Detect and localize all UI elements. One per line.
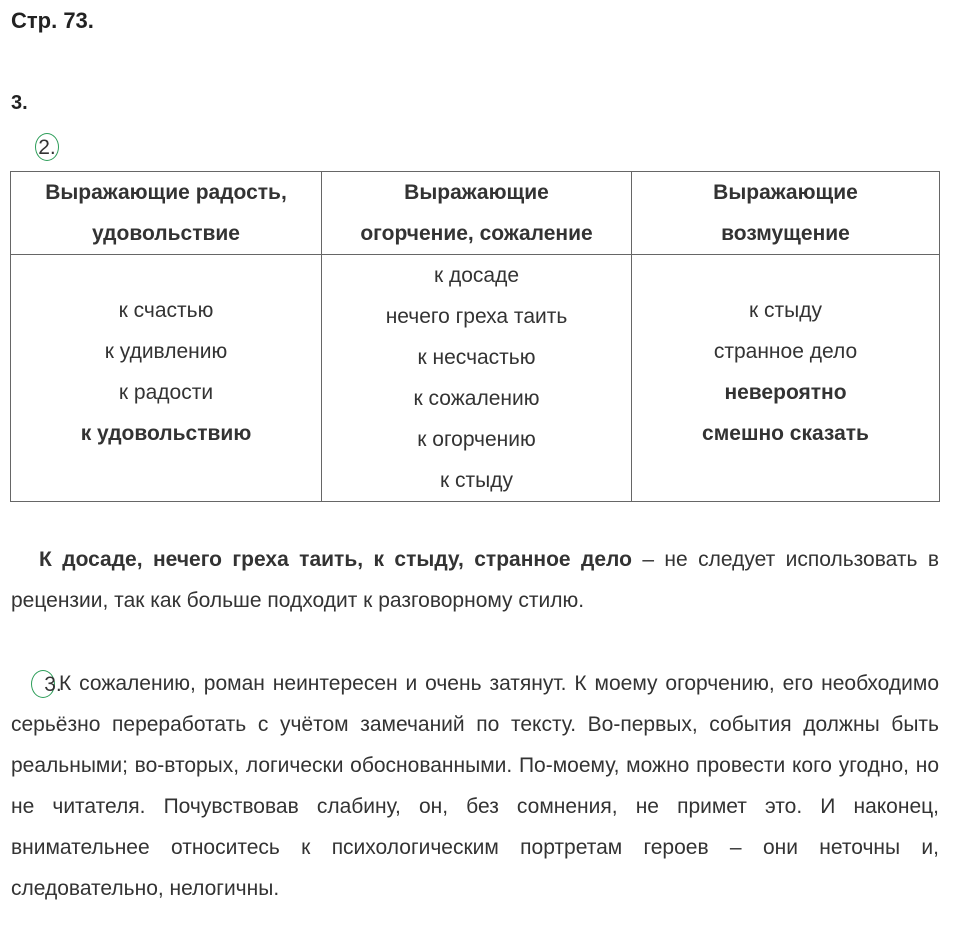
list-item: к удовольствию [80, 422, 252, 445]
page-header: Стр. 73. [11, 8, 94, 33]
header-regret-line2: огорчение, сожаление [360, 222, 593, 245]
list-item: к счастью [118, 299, 214, 322]
list-item: нечего греха таить [385, 305, 568, 328]
column-indignation [632, 255, 940, 502]
list-item: к огорчению [417, 428, 536, 451]
paragraph-style-note-bold: К досаде, нечего греха таить, к стыду, странное дело [39, 548, 632, 571]
header-regret-line1: Выражающие [404, 181, 549, 204]
column-joy-list [11, 255, 321, 454]
header-joy-line1: Выражающие радость, [45, 181, 287, 204]
column-indignation-list [632, 255, 939, 454]
header-regret [322, 172, 632, 255]
list-item: к удивлению [104, 340, 228, 363]
paragraph-style-note-rest: – не следует использовать в рецензии, так как больше подходит к разговорному стилю. [11, 548, 939, 612]
table-header-row [11, 172, 940, 255]
column-regret [322, 255, 632, 502]
column-regret-list [322, 255, 631, 501]
header-joy-line2: удовольствие [92, 222, 240, 245]
header-indignation-line2: возмущение [721, 222, 850, 245]
list-item: к радости [118, 381, 214, 404]
list-item: к стыду [440, 469, 513, 492]
section-3-marker: 3. [31, 670, 55, 698]
list-item: к несчастью [417, 346, 536, 369]
task-number: 3. [11, 92, 28, 114]
header-indignation [632, 172, 940, 255]
paragraph-review-text: К сожалению, роман неинтересен и очень затянут. К моему огорчению, его необходимо серьёзно переработать с учётом замечаний по тексту. Во-первых, события должны быть реальными; во-вторых, логически обоснованными. По-моему, можно провести кого угодно, но не читателя. Почувствовав слабину, он, без сомнения, не примет это. И наконец, внимательнее относитесь к психологическим портретам героев – они неточны и, следовательно, нелогичны. [11, 672, 939, 900]
section-2-marker: 2. [35, 133, 59, 161]
column-joy [11, 255, 322, 502]
list-item: к стыду [749, 299, 822, 322]
paragraph-style-note [11, 539, 939, 621]
list-item: к сожалению [413, 387, 540, 410]
words-table [10, 171, 940, 502]
list-item: невероятно [724, 381, 847, 404]
list-item: странное дело [713, 340, 858, 363]
table-body-row [11, 255, 940, 502]
header-indignation-line1: Выражающие [713, 181, 858, 204]
paragraph-review [11, 663, 939, 909]
list-item: к досаде [433, 264, 520, 287]
header-joy [11, 172, 322, 255]
list-item: смешно сказать [702, 422, 869, 445]
